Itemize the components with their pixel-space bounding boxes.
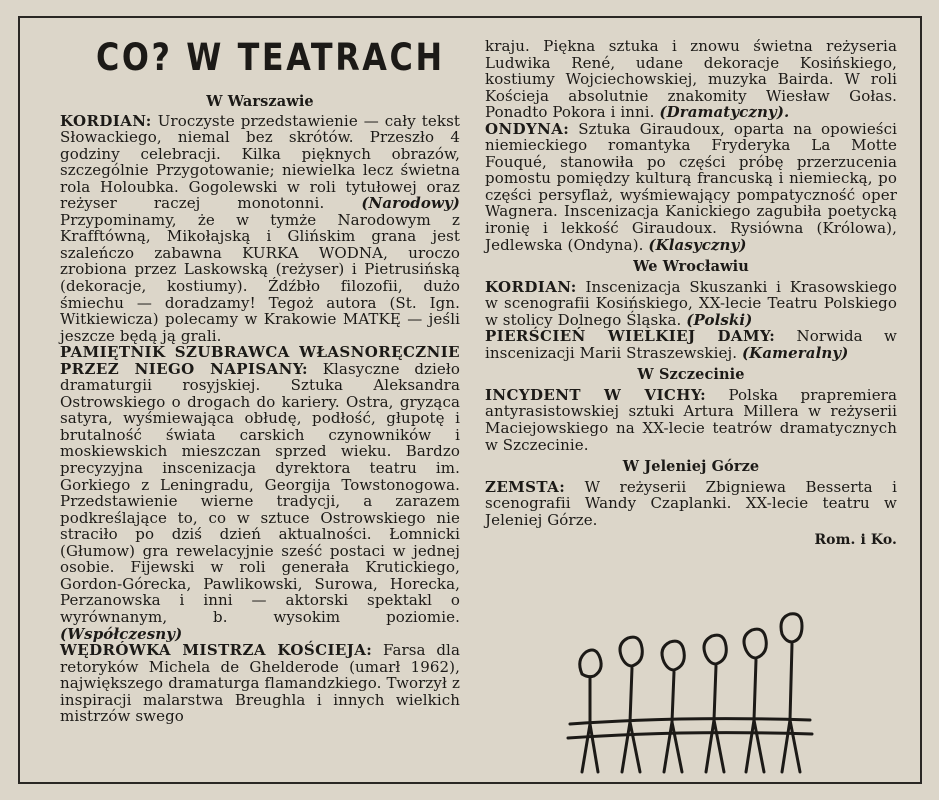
entry-text: Inscenizacja Skuszanki i Krasowskiego w scenografii Kosińskiego, XX-lecie Teatru Polskiego w stolicy Dolnego Śląska. (485, 277, 897, 329)
entry-ondyna (485, 121, 897, 253)
entry-incydent (485, 387, 897, 453)
theatre-tag: (Polski) (686, 310, 753, 329)
entry-pamietnik (60, 344, 460, 642)
entry-text: Klasyczne dzieło dramaturgii rosyjskiej. Sztuka Aleksandra Ostrowskiego o drogach do kariery. Ostra, gryząca satyra, wyśmiewająca obłudę, podłość, głupotę i brutalność świata carskich czynowników i moskiewskich mieszczan sprzed wieku. Bardzo precyzyjna inscenizacja dyrektora teatru im. Gorkiego z Leningradu, Georgija Towstonogowa. Przedstawienie wierne tradycji, a zarazem podkreślające to, co w sztuce Ostrowskiego nie straciło po dziś dzień aktualności. Łomnicki (Głumow) gra rewelacyjnie sześć postaci w jednej osobie. Fijewski w roli generała Krutickiego, Gordon-Górecka, Pawlikowski, Surowa, Horecka, Perzanowska i inni — aktorski spektakl o wyrównanym, b. wysokim poziomie. (60, 359, 461, 626)
entry-title: PIERŚCIEŃ WIELKIEJ DAMY: (485, 327, 776, 346)
entry-title: INCYDENT W VICHY: (485, 385, 707, 404)
entry-text: Uroczyste przedstawienie — cały tekst Słowackiego, niemal bez skrótów. Przeszło 4 godziny celebracji. Kilka pięknych obrazów, szczególnie Przygotowanie; niewielka lecz świetna rola Holoubka. Gogolewski w roli tytułowej oraz reżyser raczej monotonni. (60, 111, 460, 213)
entry-text: Sztuka Giraudoux, oparta na opowieści niemieckiego romantyka Fryderyka La Motte Fouqué, stanowiła po części próbę przerzucenia pomostu pomiędzy kulturą francuską i niemiecką, po części persyflaż, wyśmiewający pompatyczność oper Wagnera. Inscenizacja Kanickiego zagubiła poetycką ironię i lekkość Giraudoux. Rysiówna (Królowa), Jedlewska (Ondyna). (485, 119, 897, 254)
entry-text: Polska prapremiera antyrasistowskiej sztuki Artura Millera w reżyserii Maciejowskiego na XX-lecie teatrów dramatycznych w Szczecinie. (485, 385, 897, 454)
entry-wedrowka (60, 642, 460, 725)
section-heading-szczecin: W Szczecinie (637, 366, 745, 384)
section-heading-wroclaw: We Wrocławiu (633, 258, 749, 276)
section-heading-jelenia-gora: W Jeleniej Górze (622, 458, 760, 476)
article-title: CO? W TEATRACH (96, 36, 445, 79)
entry-text: Norwida w inscenizacji Marii Straszewskiej. (485, 327, 897, 362)
right-column (485, 38, 897, 549)
entry-title: KORDIAN: (485, 277, 577, 296)
entry-text: kraju. Piękna sztuka i znowu świetna reżyseria Ludwika René, udane dekoracje Kosińskiego, kostiumy Wojciechowskiej, muzyka Bairda. W roli Kościeja absolutnie znakomity Wiesław Gołas. Ponadto Pokora i inni. (485, 37, 897, 122)
entry-kordian-warszawa (60, 113, 460, 345)
entry-kordian-wroclaw (485, 279, 897, 329)
section-heading-warszawa: W Warszawie (206, 93, 314, 110)
theatre-tag: (Dramatyczny). (659, 103, 790, 122)
entry-title: WĘDRÓWKA MISTRZA KOŚCIEJA: (60, 641, 373, 660)
entry-title: ONDYNA: (485, 119, 570, 138)
entry-text: W reżyserii Zbigniewa Besserta i scenografii Wandy Czaplanki. XX-lecie teatru w Jeleniej Górze. (485, 477, 897, 529)
entry-title: PAMIĘTNIK SZUBRAWCA WŁASNORĘCZNIE PRZEZ NIEGO NAPISANY: (60, 343, 460, 378)
theatre-tag: (Narodowy) (361, 194, 460, 213)
audience-sketch-illustration (560, 612, 830, 782)
entry-text: Przypominamy, że w tymże Narodowym z Krafftówną, Mikołajską i Glińskim grana jest szaleńczo zabawna KURKA WODNA, uroczo zrobiona przez Laskowską (reżyser) i Pietrusińską (dekoracje, kostiumy). Źdźbło filozofii, dużo śmiechu — doradzamy! Tegoż autora (St. Ign. Witkiewicza) polecamy w Krakowie MATKĘ — jeśli jeszcze będą ją grali. (60, 210, 460, 345)
entry-title: KORDIAN: (60, 111, 152, 130)
author-signature: Rom. i Ko. (814, 532, 897, 549)
left-column (60, 94, 460, 725)
entry-zemsta (485, 479, 897, 529)
entry-text: Farsa dla retoryków Michela de Ghelderode (umarł 1962), największego dramaturga flamandzkiego. Tworzył z inspiracji malarstwa Breughla i innych wielkich mistrzów swego (60, 641, 460, 726)
entry-wedrowka-continued (485, 38, 897, 121)
theatre-tag: (Współczesny) (60, 624, 183, 643)
entry-title: ZEMSTA: (485, 477, 566, 496)
theatre-tag: (Klasyczny) (648, 235, 747, 254)
entry-pierscien (485, 328, 897, 361)
theatre-tag: (Kameralny) (741, 343, 849, 362)
